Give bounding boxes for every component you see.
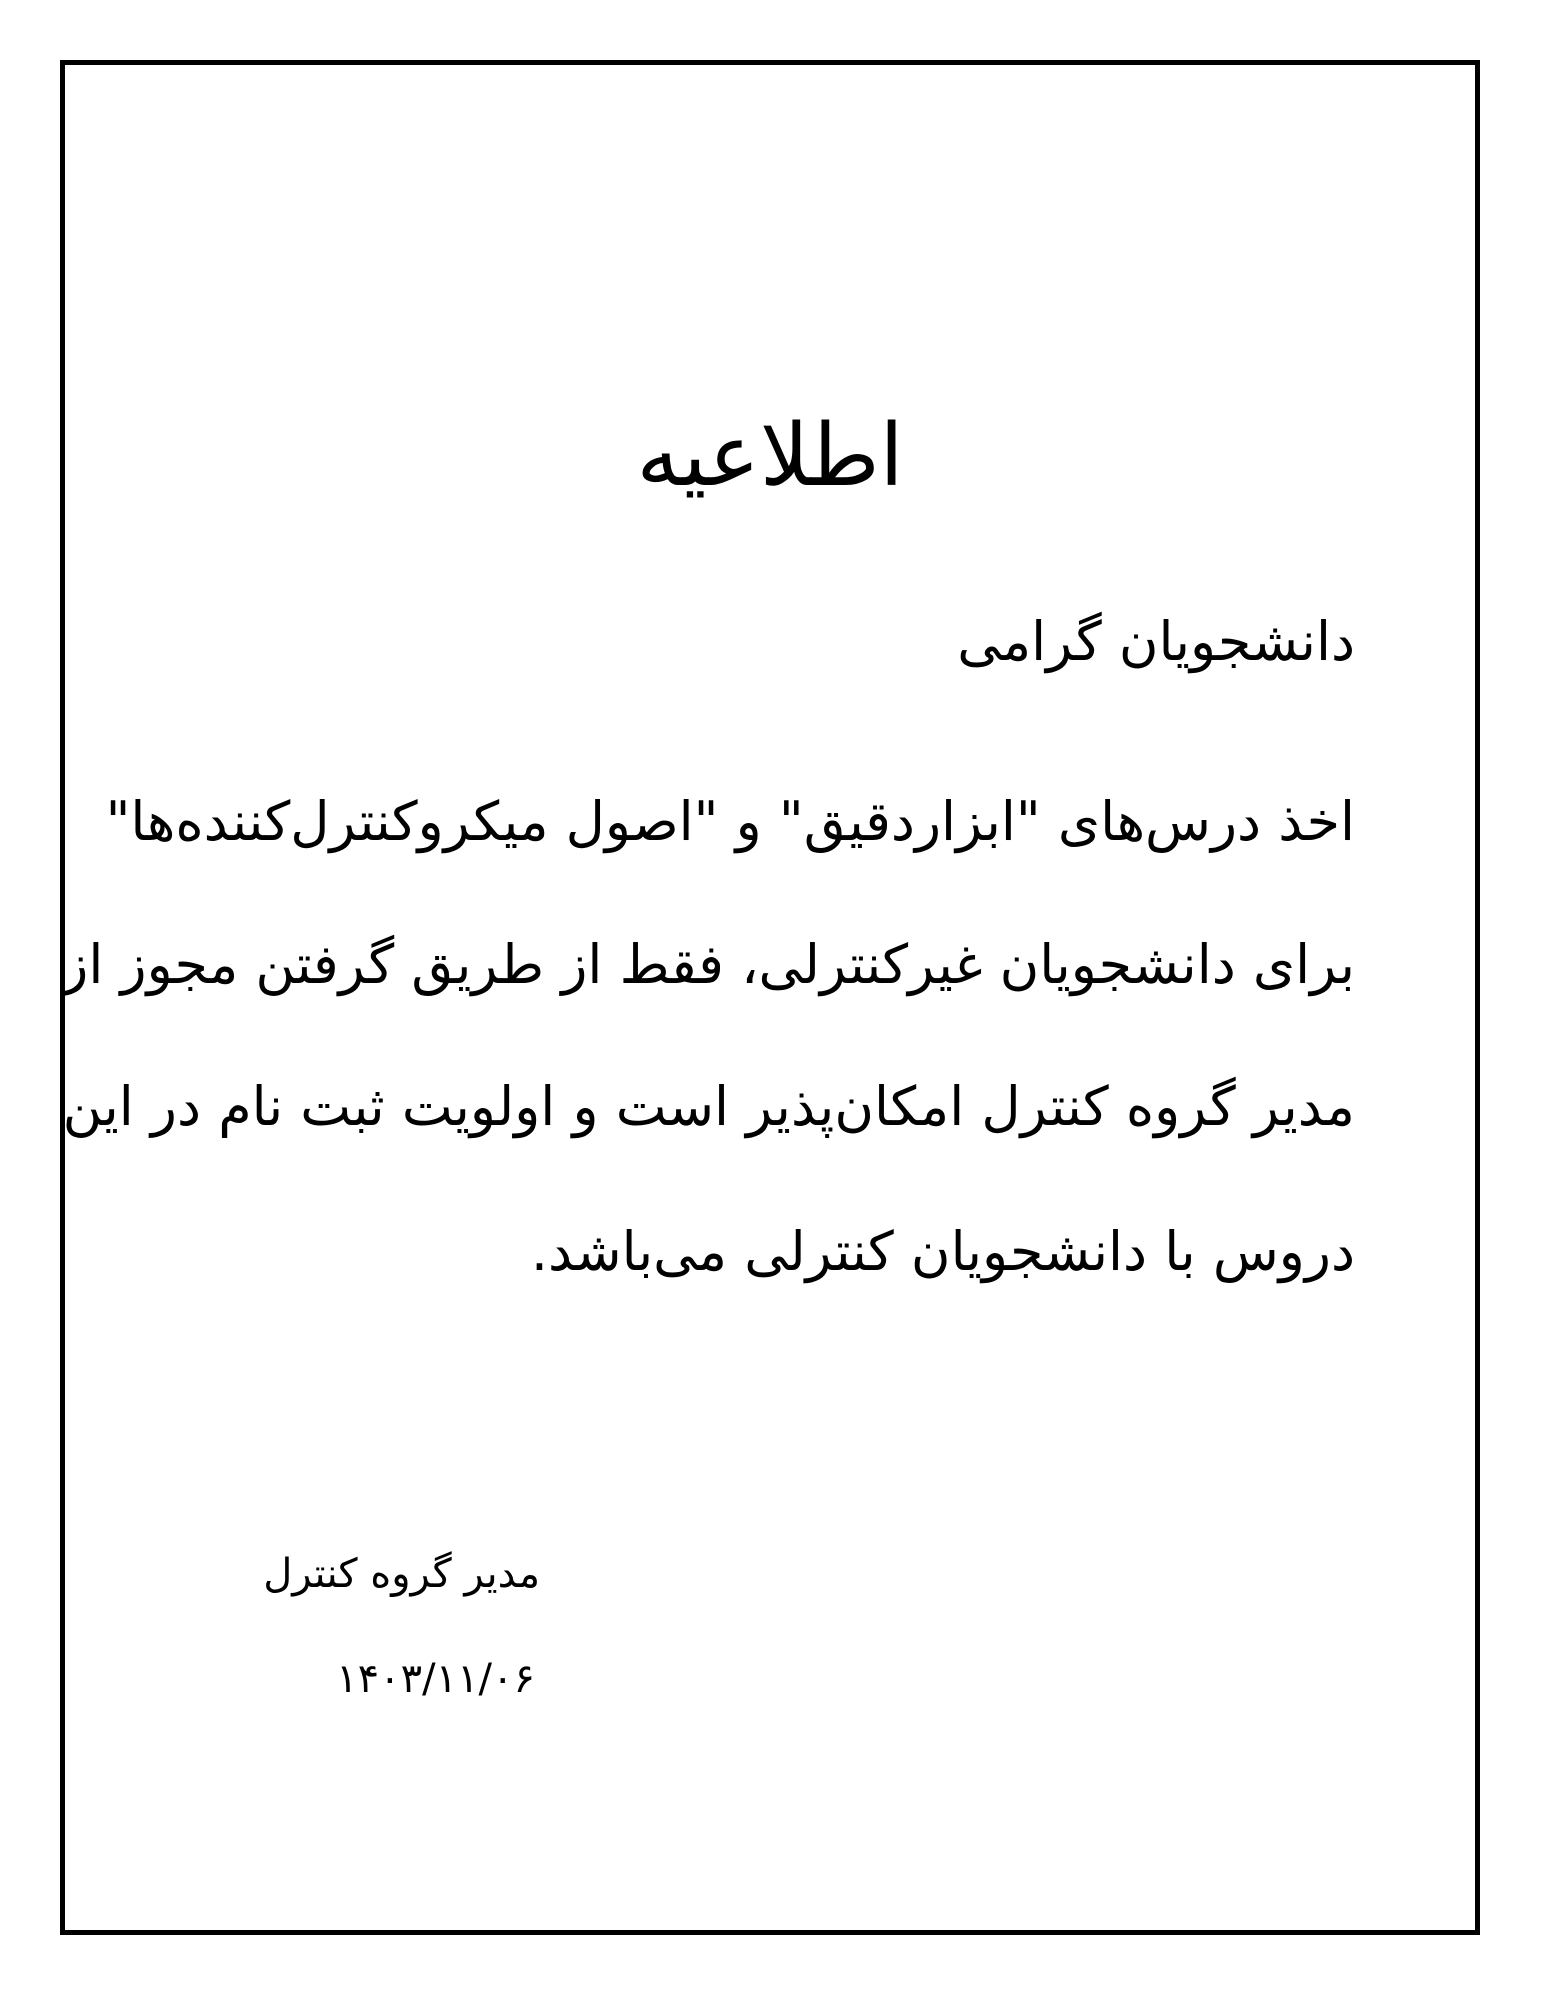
- body-line-1: اخذ درس‌های "ابزاردقیق" و "اصول میکروکنترل‌کننده‌ها": [105, 790, 1355, 853]
- salutation-text: دانشجویان گرامی: [957, 610, 1355, 673]
- body-line-2: برای دانشجویان غیرکنترلی، فقط از طریق گرفتن مجوز از: [62, 933, 1355, 996]
- notice-title: اطلاعیه: [636, 406, 904, 506]
- body-line-4: دروس با دانشجویان کنترلی می‌باشد.: [530, 1220, 1355, 1283]
- document-border-frame: [60, 60, 1480, 1935]
- signature-date: ۱۴۰۳/۱۱/۰۶: [336, 1656, 535, 1702]
- body-line-3: مدیر گروه کنترل امکان‌پذیر است و اولویت ثبت نام در این: [62, 1075, 1355, 1138]
- signature-title: مدیر گروه کنترل: [263, 1551, 540, 1597]
